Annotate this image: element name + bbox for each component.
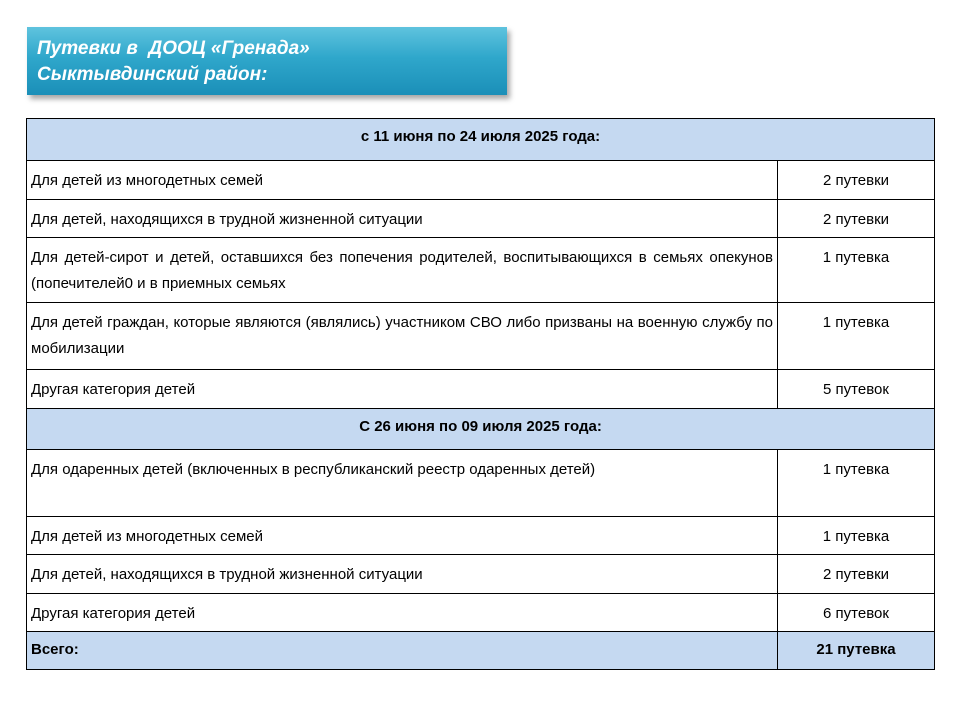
period-header-row — [27, 119, 935, 161]
count-cell: 1 путевка — [778, 450, 935, 517]
category-cell: Для детей, находящихся в трудной жизненной ситуации — [27, 200, 778, 238]
total-label: Всего: — [27, 632, 778, 670]
count-cell: 2 путевки — [778, 161, 935, 200]
count-cell: 2 путевки — [778, 200, 935, 238]
category-cell: Другая категория детей — [27, 370, 778, 409]
category-cell: Для одаренных детей (включенных в республиканский реестр одаренных детей) — [27, 450, 778, 517]
total-count: 21 путевка — [778, 632, 935, 670]
slide-title-box — [27, 27, 507, 95]
total-row — [27, 632, 935, 670]
count-cell: 5 путевок — [778, 370, 935, 409]
table-row — [27, 200, 935, 238]
period-header: С 26 июня по 09 июля 2025 года: — [27, 409, 935, 450]
table-row — [27, 555, 935, 594]
table-row — [27, 238, 935, 303]
vouchers-table — [26, 118, 935, 670]
category-cell: Для детей из многодетных семей — [27, 517, 778, 555]
category-cell: Для детей, находящихся в трудной жизненной ситуации — [27, 555, 778, 594]
count-cell: 1 путевка — [778, 238, 935, 303]
category-cell: Для детей из многодетных семей — [27, 161, 778, 200]
table-row — [27, 370, 935, 409]
table-row — [27, 303, 935, 370]
table-row — [27, 161, 935, 200]
period-header-row — [27, 409, 935, 450]
slide-title-line-2: Сыктывдинский район: — [37, 64, 268, 85]
table-row — [27, 517, 935, 555]
category-cell: Для детей-сирот и детей, оставшихся без попечения родителей, воспитывающихся в семьях опекунов (попечителей0 и в приемных семьях — [27, 238, 778, 303]
count-cell: 1 путевка — [778, 303, 935, 370]
count-cell: 6 путевок — [778, 594, 935, 632]
category-cell: Другая категория детей — [27, 594, 778, 632]
table-row — [27, 450, 935, 517]
slide-title-line-1: Путевки в ДООЦ «Гренада» — [37, 38, 310, 59]
count-cell: 2 путевки — [778, 555, 935, 594]
category-cell: Для детей граждан, которые являются (являлись) участником СВО либо призваны на военную службу по мобилизации — [27, 303, 778, 370]
period-header: с 11 июня по 24 июля 2025 года: — [27, 119, 935, 161]
count-cell: 1 путевка — [778, 517, 935, 555]
table-row — [27, 594, 935, 632]
